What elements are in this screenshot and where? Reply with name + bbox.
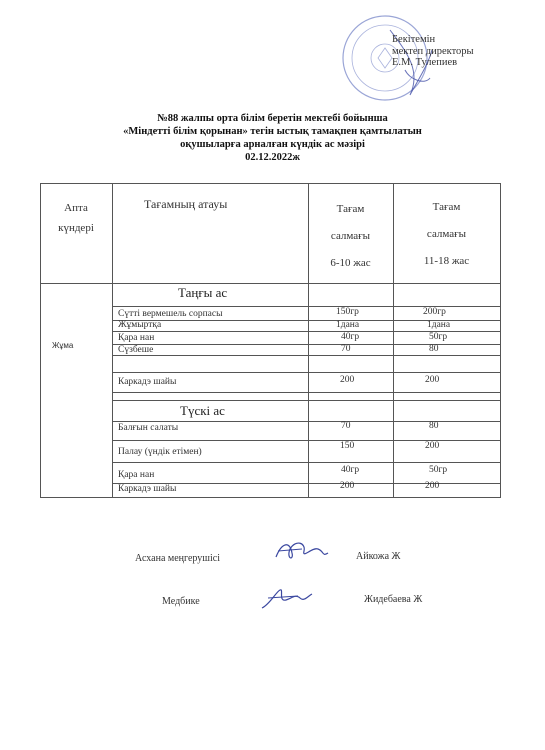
breakfast-weight-b: 1дана <box>427 320 451 330</box>
table-top-border <box>40 183 500 184</box>
heading-line-3: оқушыларға арналған күндік ас мәзірі <box>180 139 365 150</box>
header-dish: Тағамның атауы <box>144 197 228 211</box>
row-line <box>112 440 500 441</box>
approval-line-2: мектеп директоры <box>392 45 474 57</box>
document-heading <box>0 112 545 164</box>
breakfast-weight-b: 200гр <box>423 307 446 317</box>
breakfast-weight-a: 150гр <box>336 307 359 317</box>
header-bottom-border <box>40 283 500 284</box>
lunch-weight-a: 150 <box>340 441 355 451</box>
breakfast-dish: Сүзбеше <box>118 345 154 355</box>
header-weight-11-18 <box>393 194 500 275</box>
lunch-weight-b: 80 <box>429 421 439 431</box>
lunch-dish: Каркадэ шайы <box>118 484 177 494</box>
lunch-dish: Қара нан <box>118 470 155 480</box>
table-right-border <box>500 183 501 498</box>
header-day-line-1: Апта <box>64 202 88 214</box>
nurse-name: Жидебаева Ж <box>364 594 423 605</box>
row-line <box>112 372 500 373</box>
lunch-title: Түскі ас <box>180 403 225 418</box>
header-weight-6-10-line-1: Тағам <box>336 203 365 215</box>
lunch-weight-b: 200 <box>425 481 440 491</box>
breakfast-weight-a: 200 <box>340 375 355 385</box>
approval-block <box>392 34 474 69</box>
breakfast-weight-a: 1дана <box>336 320 360 330</box>
row-line <box>112 400 500 401</box>
header-weight-11-18-line-2: салмағы <box>426 228 467 240</box>
breakfast-weight-b: 80 <box>429 344 439 354</box>
day-cell: Жұма <box>52 341 74 350</box>
approval-line-1: Бекітемін <box>392 34 436 45</box>
header-weight-6-10 <box>308 196 393 277</box>
breakfast-weight-b: 200 <box>425 375 440 385</box>
header-weight-6-10-line-2: салмағы <box>330 230 371 242</box>
lunch-weight-a: 70 <box>341 421 351 431</box>
lunch-weight-a: 40гр <box>341 465 360 475</box>
row-line <box>112 462 500 463</box>
cook-signature <box>272 537 330 565</box>
breakfast-dish: Жұмыртқа <box>118 320 162 330</box>
breakfast-weight-a: 40гр <box>341 332 360 342</box>
header-weight-11-18-line-3: 11-18 жас <box>423 255 470 267</box>
breakfast-dish: Сүтті вермешель сорпасы <box>118 309 223 319</box>
row-line <box>112 355 500 356</box>
row-line <box>112 421 500 422</box>
row-line <box>112 344 500 345</box>
heading-line-2: «Міндетті білім қорынан» тегін ыстық тамақпен қамтылатын <box>123 126 422 137</box>
cook-name: Айкожа Ж <box>356 551 401 562</box>
approval-line-3: Е.М. Тулепиев <box>392 57 458 68</box>
lunch-dish: Балғын салаты <box>118 423 179 433</box>
col-divider-1 <box>112 183 113 498</box>
header-day-line-2: күндері <box>58 222 94 234</box>
lunch-dish: Палау (үндік етімен) <box>118 447 202 457</box>
header-day <box>40 198 112 238</box>
lunch-weight-a: 200 <box>340 481 355 491</box>
cook-role: Асхана меңгерушісі <box>135 553 220 564</box>
row-line <box>112 392 500 393</box>
lunch-weight-b: 50гр <box>429 465 448 475</box>
breakfast-weight-a: 70 <box>341 344 351 354</box>
breakfast-title: Таңғы ас <box>178 285 228 300</box>
header-weight-11-18-line-1: Тағам <box>432 201 461 213</box>
breakfast-dish: Каркадэ шайы <box>118 377 177 387</box>
breakfast-weight-b: 50гр <box>429 332 448 342</box>
table-bottom-border <box>40 497 500 498</box>
nurse-signature <box>258 586 314 612</box>
lunch-weight-b: 200 <box>425 441 440 451</box>
heading-date: 02.12.2022ж <box>245 152 300 163</box>
header-weight-6-10-line-3: 6-10 жас <box>330 257 371 269</box>
heading-line-1: №88 жалпы орта білім беретін мектебі бойынша <box>157 113 388 124</box>
nurse-role: Медбике <box>162 596 200 607</box>
breakfast-dish: Қара нан <box>118 333 155 343</box>
